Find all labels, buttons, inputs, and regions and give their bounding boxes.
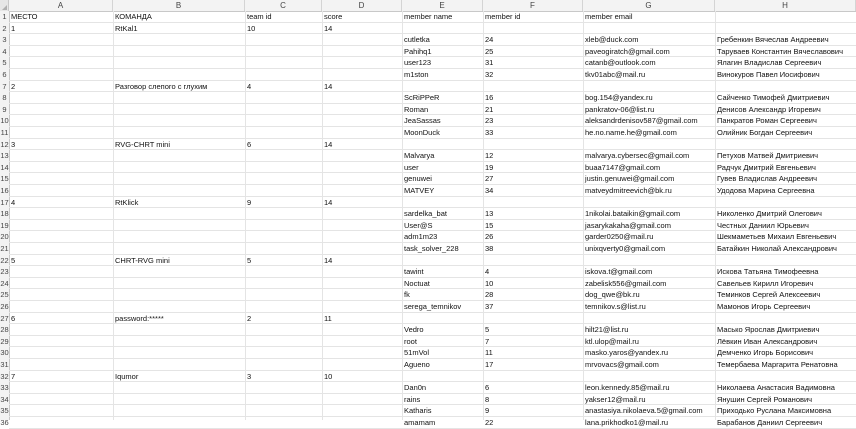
column-header-c[interactable]: C xyxy=(245,0,322,11)
cell-f[interactable]: 10 xyxy=(485,278,494,288)
cell-a[interactable]: 2 xyxy=(11,81,16,91)
row-header[interactable]: 10 xyxy=(0,116,9,126)
cell-h[interactable]: Сайченко Тимофей Дмитриевич xyxy=(717,93,830,103)
row-header[interactable]: 25 xyxy=(0,290,9,300)
cell-g[interactable]: bog.154@yandex.ru xyxy=(585,93,653,103)
cell-g[interactable]: dog_qwe@bk.ru xyxy=(585,290,640,300)
cell-f[interactable]: 28 xyxy=(485,290,494,300)
cell-a[interactable]: МЕСТО xyxy=(11,12,38,21)
cell-e[interactable]: tawint xyxy=(404,267,424,277)
cell-e[interactable]: cutletka xyxy=(404,35,430,45)
row-header[interactable]: 24 xyxy=(0,278,9,288)
cell-g[interactable]: buaa7147@gmail.com xyxy=(585,162,661,172)
row-header[interactable]: 35 xyxy=(0,406,9,416)
cell-b[interactable]: КОМАНДА xyxy=(115,12,152,21)
cell-e[interactable]: Pahihq1 xyxy=(404,46,432,56)
cell-g[interactable]: zabelisk556@gmail.com xyxy=(585,278,667,288)
cell-e[interactable]: JeaSassas xyxy=(404,116,441,126)
cell-f[interactable]: 25 xyxy=(485,46,494,56)
cell-e[interactable]: MATVEY xyxy=(404,186,435,195)
cell-h[interactable]: Масько Ярослав Дмитриевич xyxy=(717,325,820,335)
cell-e[interactable]: user123 xyxy=(404,58,432,68)
select-all-icon xyxy=(2,5,7,10)
cell-e[interactable]: task_solver_228 xyxy=(404,244,459,253)
cell-f[interactable]: 23 xyxy=(485,116,494,126)
cell-c[interactable]: team id xyxy=(247,12,272,21)
cell-g[interactable]: unixqverty0@gmail.com xyxy=(585,244,666,253)
column-header-f[interactable]: F xyxy=(483,0,583,11)
cell-b[interactable]: Iqumor xyxy=(115,371,139,381)
column-header-e[interactable]: E xyxy=(402,0,483,11)
row-header[interactable]: 12 xyxy=(0,139,9,149)
row-header[interactable]: 30 xyxy=(0,348,9,358)
select-all-corner[interactable] xyxy=(0,0,9,11)
column-header-g[interactable]: G xyxy=(583,0,715,11)
cell-e[interactable]: Dan0n xyxy=(404,383,427,393)
cell-c[interactable]: 3 xyxy=(247,371,252,381)
row-header[interactable]: 27 xyxy=(0,313,9,323)
column-header-d[interactable]: D xyxy=(322,0,402,11)
cell-h[interactable]: Николаева Анастасия Вадимовна xyxy=(717,383,835,393)
row-header[interactable]: 5 xyxy=(2,58,7,68)
cell-e[interactable]: MoonDuck xyxy=(404,128,440,137)
row-header[interactable]: 28 xyxy=(0,325,9,335)
cell-b[interactable]: RtKlick xyxy=(115,197,139,207)
cell-d[interactable]: 10 xyxy=(324,371,333,381)
cell-h[interactable]: Петухов Матвей Дмитриевич xyxy=(717,151,819,161)
cell-h[interactable]: Приходько Руслана Максимовна xyxy=(717,406,832,416)
row-header[interactable]: 17 xyxy=(0,197,9,207)
cell-g[interactable]: leon.kennedy.85@mail.ru xyxy=(585,383,670,393)
cell-d[interactable]: score xyxy=(324,12,343,21)
cell-g[interactable]: anastasiya.nikolaeva.5@gmail.com xyxy=(585,406,703,416)
cell-h[interactable]: Демченко Игорь Борисович xyxy=(717,348,814,358)
cell-f[interactable]: 4 xyxy=(485,267,490,277)
cell-f[interactable]: 19 xyxy=(485,162,494,172)
row-header[interactable]: 33 xyxy=(0,383,9,393)
cell-h[interactable]: Мамонов Игорь Сергеевич xyxy=(717,302,811,311)
cell-f[interactable]: 33 xyxy=(485,128,494,137)
cell-e[interactable]: Noctuat xyxy=(404,278,430,288)
cell-e[interactable]: Roman xyxy=(404,104,429,114)
cell-g[interactable]: catanb@outlook.com xyxy=(585,58,656,68)
cell-h[interactable]: Ялагин Владислав Сергеевич xyxy=(717,58,822,68)
cell-g[interactable]: paveogiratch@gmail.com xyxy=(585,46,670,56)
cell-h[interactable]: Теминков Сергей Алексеевич xyxy=(717,290,821,300)
row-header[interactable]: 7 xyxy=(2,81,7,91)
cell-a[interactable]: 1 xyxy=(11,23,16,33)
cell-f[interactable]: 31 xyxy=(485,58,494,68)
cell-g[interactable]: ktl.ulop@mail.ru xyxy=(585,336,639,346)
cell-e[interactable]: fk xyxy=(404,290,410,300)
cell-f[interactable]: 8 xyxy=(485,394,490,404)
cell-e[interactable]: m1ston xyxy=(404,70,429,79)
cell-f[interactable]: 5 xyxy=(485,325,490,335)
cell-e[interactable]: ScRiPPeR xyxy=(404,93,440,103)
row-header[interactable]: 4 xyxy=(2,46,7,56)
cell-f[interactable]: 17 xyxy=(485,360,494,369)
row-header[interactable]: 36 xyxy=(0,418,9,427)
cell-h[interactable]: Савельев Кирилл Игоревич xyxy=(717,278,814,288)
cell-e[interactable]: user xyxy=(404,162,419,172)
cell-d[interactable]: 14 xyxy=(324,197,333,207)
cell-f[interactable]: 34 xyxy=(485,186,494,195)
cell-f[interactable]: member id xyxy=(485,12,521,21)
cell-f[interactable]: 13 xyxy=(485,209,494,219)
cell-f[interactable]: 15 xyxy=(485,220,494,230)
row-header[interactable]: 1 xyxy=(2,12,7,21)
cell-a[interactable]: 3 xyxy=(11,139,16,149)
cell-g[interactable]: masko.yaros@yandex.ru xyxy=(585,348,669,358)
cell-e[interactable]: Katharis xyxy=(404,406,432,416)
cell-c[interactable]: 9 xyxy=(247,197,252,207)
row-header[interactable]: 9 xyxy=(2,104,7,114)
column-header-b[interactable]: B xyxy=(113,0,245,11)
cell-e[interactable]: amamam xyxy=(404,418,436,427)
cell-b[interactable]: Разговор слепого с глухим xyxy=(115,81,208,91)
cell-e[interactable]: Malvarya xyxy=(404,151,435,161)
cell-g[interactable]: 1nikolai.bataikin@gmail.com xyxy=(585,209,681,219)
cell-h[interactable]: Радчук Дмитрий Евгеньевич xyxy=(717,162,816,172)
cell-c[interactable]: 2 xyxy=(247,313,252,323)
cell-g[interactable]: mrvovacs@gmail.com xyxy=(585,360,659,369)
cell-h[interactable]: Батайкин Николай Александрович xyxy=(717,244,837,253)
row-header[interactable]: 8 xyxy=(2,93,7,103)
cell-c[interactable]: 6 xyxy=(247,139,252,149)
cell-g[interactable]: lana.prikhodko1@mail.ru xyxy=(585,418,669,427)
cell-b[interactable]: RVG-CHRT mini xyxy=(115,139,171,149)
row-header[interactable]: 15 xyxy=(0,174,9,184)
cell-d[interactable]: 14 xyxy=(324,81,333,91)
cell-d[interactable]: 14 xyxy=(324,139,333,149)
cell-e[interactable]: serega_temnikov xyxy=(404,302,462,311)
cell-f[interactable]: 26 xyxy=(485,232,494,242)
cell-e[interactable]: Agueno xyxy=(404,360,430,369)
cell-g[interactable]: hilt21@list.ru xyxy=(585,325,629,335)
cell-h[interactable]: Лёвкин Иван Александрович xyxy=(717,336,818,346)
cell-g[interactable]: iskova.t@gmail.com xyxy=(585,267,653,277)
row-header[interactable]: 34 xyxy=(0,394,9,404)
cell-h[interactable]: Гувев Владислав Андреевич xyxy=(717,174,818,184)
cell-f[interactable]: 11 xyxy=(485,348,493,358)
cell-e[interactable]: Vedro xyxy=(404,325,424,335)
row-header[interactable]: 14 xyxy=(0,162,9,172)
row-header[interactable]: 2 xyxy=(2,23,7,33)
cell-h[interactable]: Таруваев Константин Вячеславович xyxy=(717,46,844,56)
cell-f[interactable]: 37 xyxy=(485,302,494,311)
cell-f[interactable]: 9 xyxy=(485,406,490,416)
cell-a[interactable]: 6 xyxy=(11,313,16,323)
cell-c[interactable]: 4 xyxy=(247,81,252,91)
cell-c[interactable]: 10 xyxy=(247,23,256,33)
cell-g[interactable]: pankratov-06@list.ru xyxy=(585,104,655,114)
cell-h[interactable]: Денисов Александр Игоревич xyxy=(717,104,821,114)
cell-d[interactable]: 11 xyxy=(324,313,332,323)
cell-h[interactable]: Гребенкин Вячеслав Андреевич xyxy=(717,35,829,45)
cell-f[interactable]: 6 xyxy=(485,383,490,393)
cell-h[interactable]: Удодова Марина Сергеевна xyxy=(717,186,815,195)
cell-g[interactable]: malvarya.cybersec@gmail.com xyxy=(585,151,690,161)
row-header[interactable]: 29 xyxy=(0,336,9,346)
cell-d[interactable]: 14 xyxy=(324,23,333,33)
cell-e[interactable]: root xyxy=(404,336,417,346)
cell-e[interactable]: member name xyxy=(404,12,453,21)
column-header-a[interactable]: A xyxy=(9,0,113,11)
row-header[interactable]: 19 xyxy=(0,220,9,230)
row-header[interactable]: 32 xyxy=(0,371,9,381)
cell-e[interactable]: rains xyxy=(404,394,421,404)
cell-h[interactable]: Николенко Дмитрий Олегович xyxy=(717,209,822,219)
row-header[interactable]: 11 xyxy=(0,128,9,137)
cell-h[interactable]: Шекмаметьев Михаил Евгеньевич xyxy=(717,232,837,242)
cell-f[interactable]: 27 xyxy=(485,174,494,184)
cell-h[interactable]: Искова Татьяна Тимофеевна xyxy=(717,267,819,277)
cell-e[interactable]: adm1m23 xyxy=(404,232,438,242)
cell-h[interactable]: Барабанов Даниил Сергеевич xyxy=(717,418,823,427)
cell-a[interactable]: 7 xyxy=(11,371,16,381)
cell-h[interactable]: Темербаева Маргарита Ренатовна xyxy=(717,360,838,369)
cell-f[interactable]: 22 xyxy=(485,418,494,427)
row-header[interactable]: 23 xyxy=(0,267,9,277)
cell-e[interactable]: 51mVol xyxy=(404,348,430,358)
cell-h[interactable]: Олийник Богдан Сергеевич xyxy=(717,128,813,137)
cell-g[interactable]: justin.genuwei@gmail.com xyxy=(585,174,675,184)
cell-f[interactable]: 7 xyxy=(485,336,490,346)
cell-e[interactable]: genuwei xyxy=(404,174,432,184)
cell-g[interactable]: aleksandrdenisov587@gmail.com xyxy=(585,116,698,126)
cell-a[interactable]: 4 xyxy=(11,197,16,207)
row-header[interactable]: 16 xyxy=(0,186,9,195)
cell-e[interactable]: User@S xyxy=(404,220,433,230)
cell-h[interactable]: Винокуров Павел Иосифович xyxy=(717,70,820,79)
row-header[interactable]: 21 xyxy=(0,244,9,253)
row-header[interactable]: 3 xyxy=(2,35,7,45)
row-header[interactable]: 22 xyxy=(0,255,9,265)
cell-g[interactable]: he.no.name.he@gmail.com xyxy=(585,128,677,137)
cell-a[interactable]: 5 xyxy=(11,255,16,265)
cell-c[interactable]: 5 xyxy=(247,255,252,265)
cell-g[interactable]: yakser12@mail.ru xyxy=(585,394,646,404)
cell-h[interactable]: Честных Даниил Юрьевич xyxy=(717,220,809,230)
row-header[interactable]: 26 xyxy=(0,302,9,311)
row-header[interactable]: 13 xyxy=(0,151,9,161)
cell-g[interactable]: jasarykakaha@gmail.com xyxy=(585,220,671,230)
cell-g[interactable]: xleb@duck.com xyxy=(585,35,639,45)
cell-b[interactable]: RtKal1 xyxy=(115,23,138,33)
cell-f[interactable]: 24 xyxy=(485,35,494,45)
row-header[interactable]: 18 xyxy=(0,209,9,219)
cell-f[interactable]: 16 xyxy=(485,93,494,103)
cell-g[interactable]: garder0250@mail.ru xyxy=(585,232,654,242)
row-header[interactable]: 20 xyxy=(0,232,9,242)
cell-h[interactable]: Янушин Сергей Романович xyxy=(717,394,813,404)
row-header[interactable]: 31 xyxy=(0,360,9,369)
row-header[interactable]: 6 xyxy=(2,70,7,79)
cell-b[interactable]: CHRT-RVG mini xyxy=(115,255,170,265)
cell-d[interactable]: 14 xyxy=(324,255,333,265)
cell-e[interactable]: sardelka_bat xyxy=(404,209,447,219)
cell-f[interactable]: 12 xyxy=(485,151,494,161)
cell-f[interactable]: 38 xyxy=(485,244,494,253)
cell-g[interactable]: matveydmitreevich@bk.ru xyxy=(585,186,672,195)
cell-g[interactable]: tkv01abc@mail.ru xyxy=(585,70,646,79)
column-header-h[interactable]: H xyxy=(715,0,856,11)
cell-h[interactable]: Панкратов Роман Сергеевич xyxy=(717,116,817,126)
cell-g[interactable]: temnikov.s@list.ru xyxy=(585,302,646,311)
cell-g[interactable]: member email xyxy=(585,12,633,21)
cell-b[interactable]: password:***** xyxy=(115,313,164,323)
cell-f[interactable]: 21 xyxy=(485,104,494,114)
cell-f[interactable]: 32 xyxy=(485,70,494,79)
